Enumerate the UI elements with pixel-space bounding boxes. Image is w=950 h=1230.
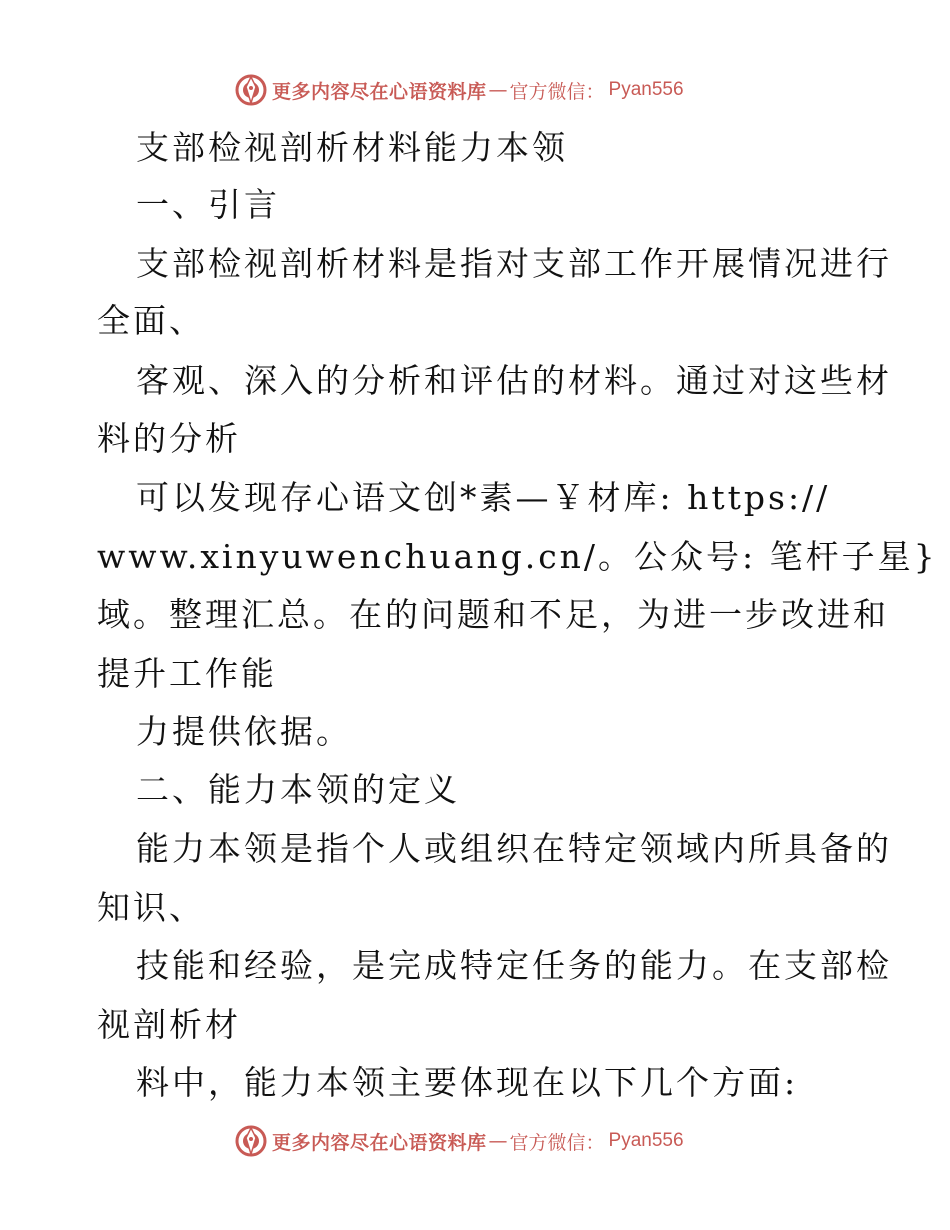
banner-main-text: 更多内容尽在心语资料库 <box>272 80 487 103</box>
paragraph-line: 全面、 <box>97 301 205 340</box>
banner-wechat-id: Pyan556 <box>608 1130 684 1151</box>
document-title: 支部检视剖析材料能力本领 <box>136 128 568 167</box>
section-heading: 二、能力本领的定义 <box>136 770 460 809</box>
paragraph-line: 能力本领是指个人或组织在特定领域内所具备的 <box>136 829 892 868</box>
pen-logo-icon <box>234 1124 268 1158</box>
section-heading: 一、引言 <box>136 185 280 224</box>
paragraph-line: 可以发现存心语文创*素—￥材库: https:// <box>136 478 831 517</box>
paragraph-line: www.xinyuwenchuang.cn/。公众号: 笔杆子星} <box>97 537 938 576</box>
paragraph-line: 提升工作能 <box>97 654 277 693</box>
paragraph-line: 客观、深入的分析和评估的材料。通过对这些材 <box>136 361 892 400</box>
banner-main-text: 更多内容尽在心语资料库 <box>272 1131 487 1154</box>
footer-watermark-banner <box>0 1121 950 1161</box>
paragraph-line: 技能和经验，是完成特定任务的能力。在支部检 <box>136 946 892 985</box>
banner-wechat-label: 官方微信： <box>509 80 605 103</box>
paragraph-line: 视剖析材 <box>97 1005 241 1044</box>
banner-dash: — <box>488 79 508 101</box>
paragraph-line: 知识、 <box>97 888 205 927</box>
banner-dash: — <box>488 1130 508 1152</box>
banner-wechat-label: 官方微信： <box>509 1131 605 1154</box>
paragraph-line: 支部检视剖析材料是指对支部工作开展情况进行 <box>136 244 892 283</box>
paragraph-line: 域。整理汇总。在的问题和不足，为进一步改进和 <box>97 595 889 634</box>
pen-logo-icon <box>234 73 268 107</box>
paragraph-line: 料中，能力本领主要体现在以下几个方面: <box>136 1063 799 1102</box>
paragraph-line: 力提供依据。 <box>136 712 352 751</box>
paragraph-line: 料的分析 <box>97 419 241 458</box>
banner-wechat-id: Pyan556 <box>608 79 684 100</box>
header-watermark-banner <box>0 70 950 110</box>
